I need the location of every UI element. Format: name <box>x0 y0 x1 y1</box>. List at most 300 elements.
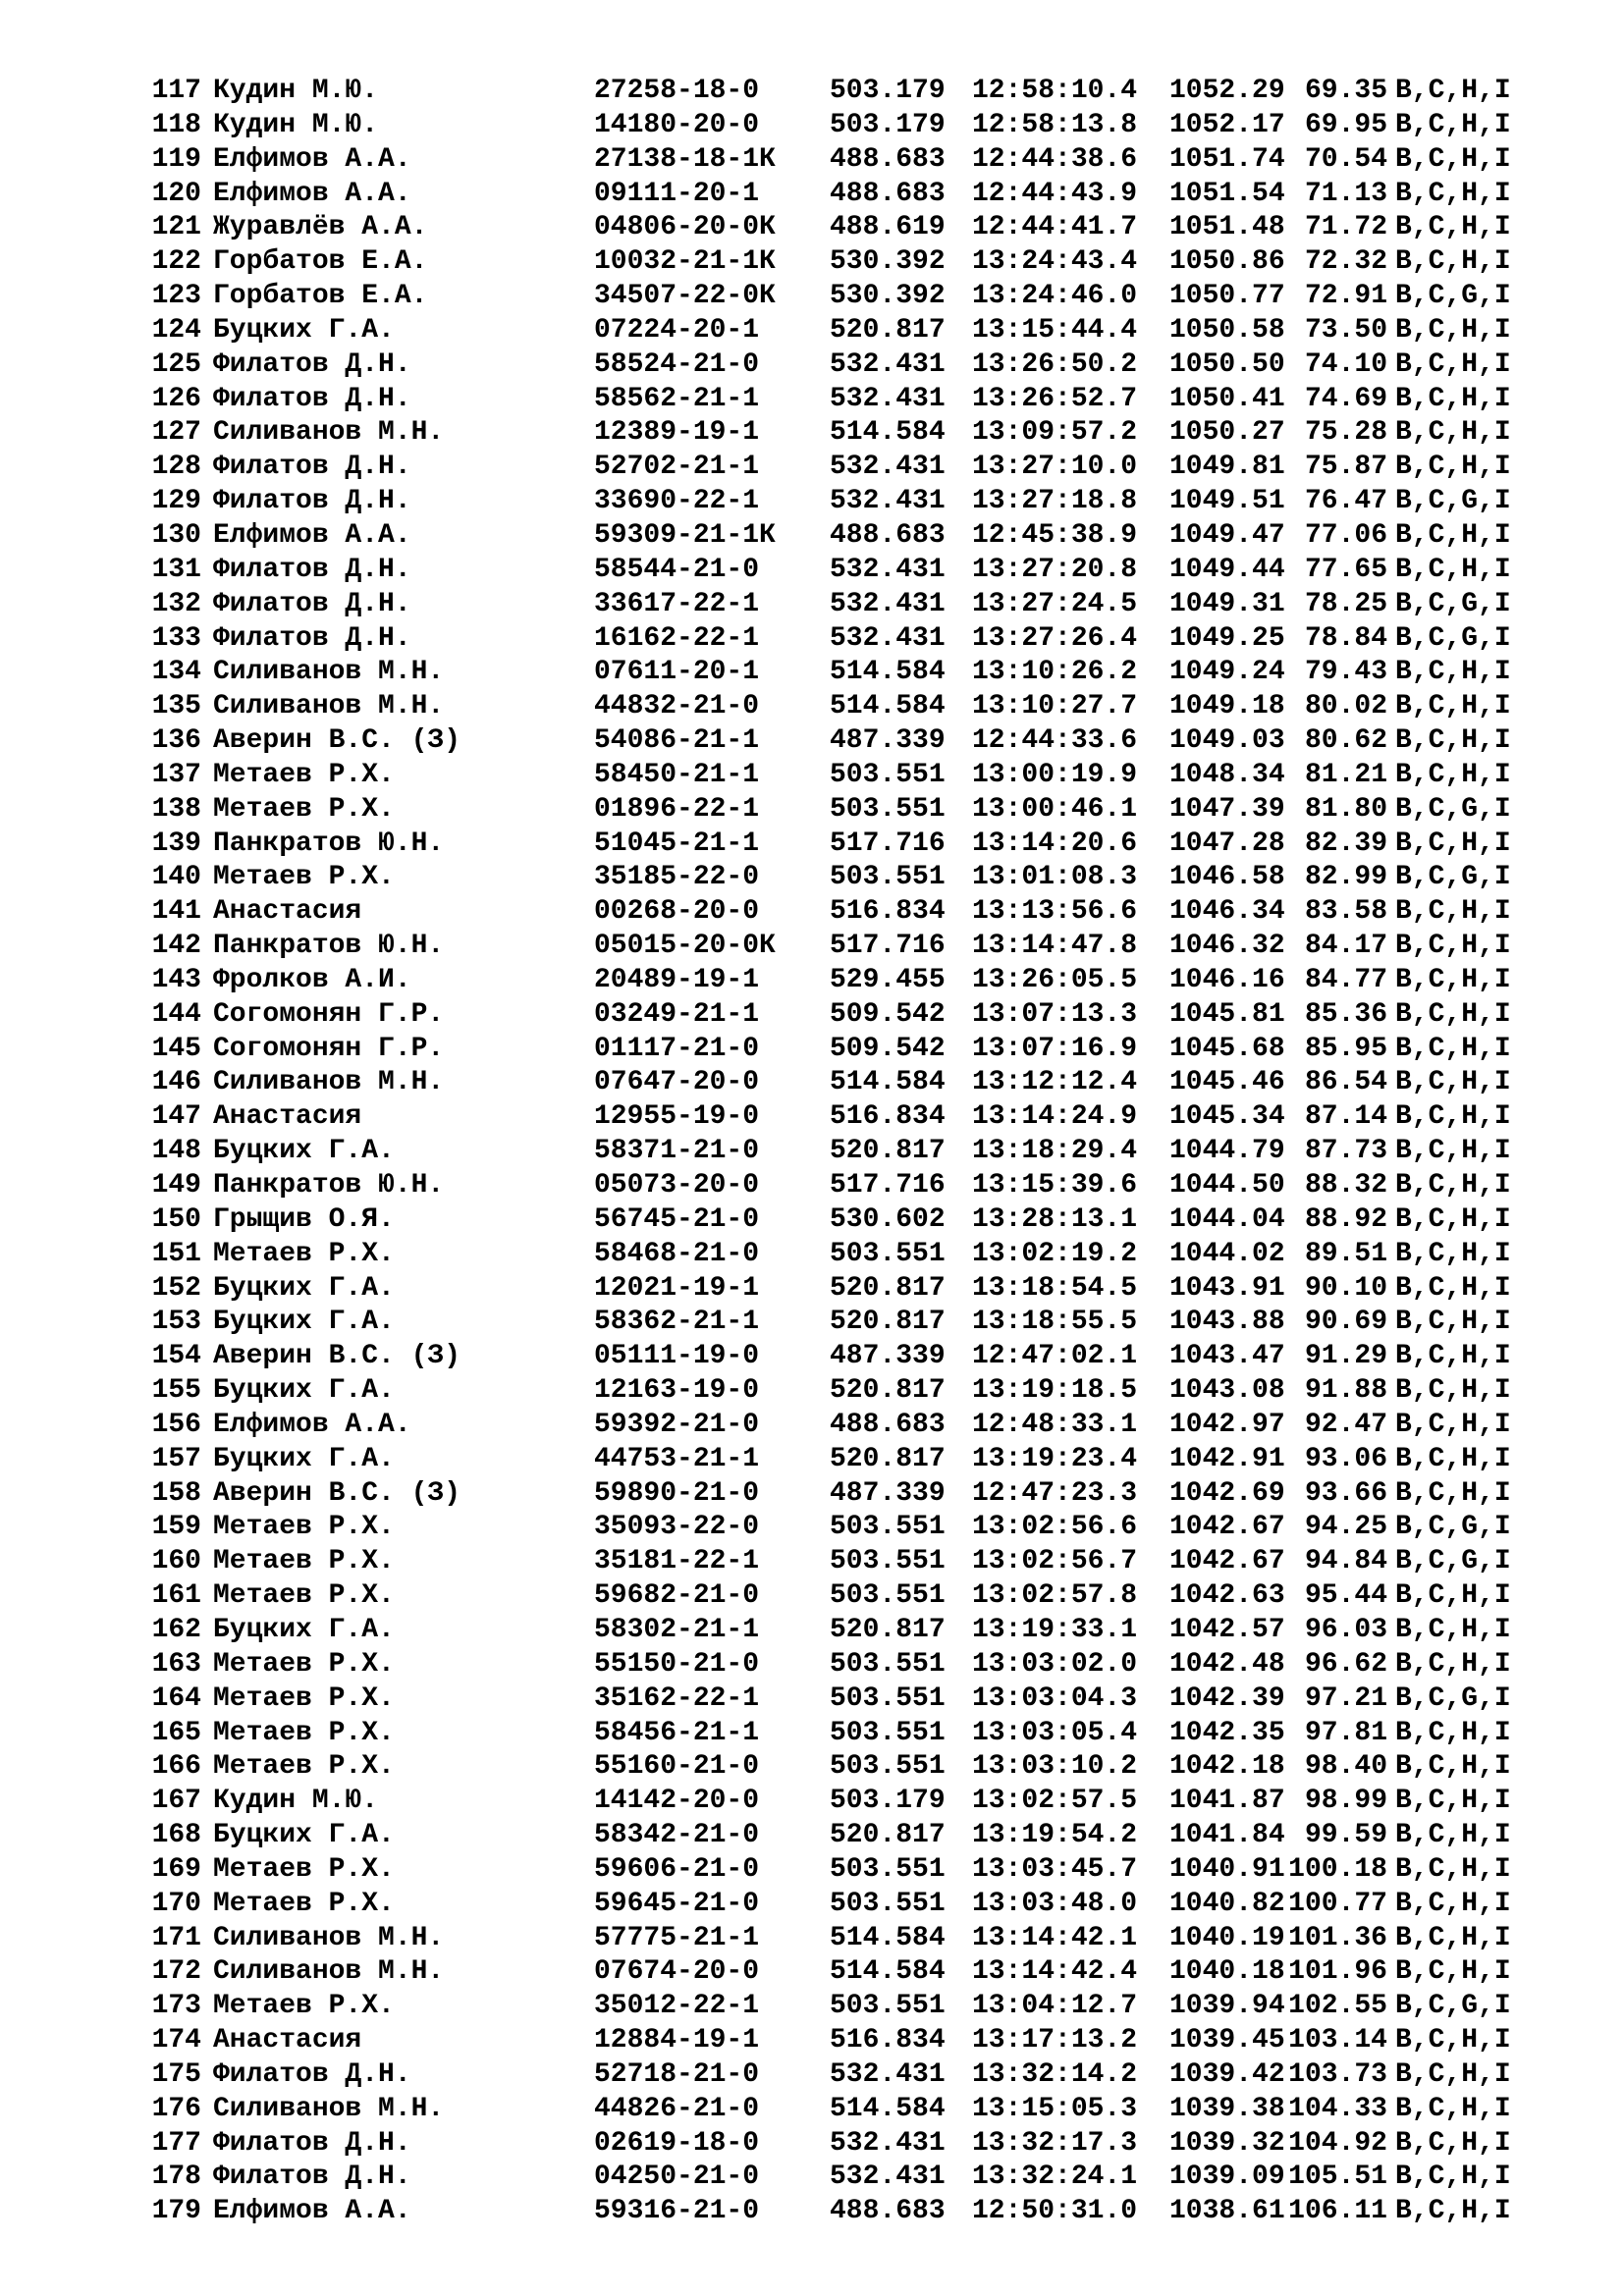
speed-cell: 1040.18 <box>1169 1956 1285 1988</box>
speed-cell: 1049.24 <box>1169 657 1285 688</box>
place-cell: 179 <box>151 2196 201 2227</box>
fancier-name-cell: Анастасия <box>213 1101 362 1133</box>
arrival-time-cell: 12:44:38.6 <box>972 143 1138 175</box>
ring-number-cell: 01117-21-0 <box>594 1033 760 1064</box>
distance-cell: 517.716 <box>830 931 946 962</box>
table-row <box>142 1340 1576 1374</box>
points-cell: 85.36 <box>1304 998 1387 1030</box>
ring-number-cell: 07611-20-1 <box>594 657 760 688</box>
flags-cell: B,C,H,I <box>1395 212 1511 243</box>
arrival-time-cell: 13:00:46.1 <box>972 793 1138 825</box>
points-cell: 71.72 <box>1304 212 1387 243</box>
points-cell: 105.51 <box>1288 2162 1387 2193</box>
arrival-time-cell: 12:44:43.9 <box>972 178 1138 209</box>
speed-cell: 1039.42 <box>1169 2058 1285 2090</box>
distance-cell: 520.817 <box>830 1136 946 1167</box>
fancier-name-cell: Метаев Р.Х. <box>213 1888 395 1919</box>
place-cell: 144 <box>151 998 201 1030</box>
distance-cell: 520.817 <box>830 1272 946 1304</box>
fancier-name-cell: Метаев Р.Х. <box>213 1546 395 1577</box>
results-table <box>142 75 1576 2229</box>
table-row <box>142 1785 1576 1819</box>
ring-number-cell: 58302-21-1 <box>594 1614 760 1645</box>
place-cell: 154 <box>151 1341 201 1372</box>
points-cell: 81.80 <box>1304 793 1387 825</box>
distance-cell: 487.339 <box>830 1477 946 1509</box>
ring-number-cell: 03249-21-1 <box>594 998 760 1030</box>
arrival-time-cell: 13:32:17.3 <box>972 2127 1138 2159</box>
flags-cell: B,C,H,I <box>1395 246 1511 278</box>
distance-cell: 503.551 <box>830 1648 946 1680</box>
arrival-time-cell: 13:01:08.3 <box>972 862 1138 893</box>
fancier-name-cell: Буцких Г.А. <box>213 314 395 346</box>
place-cell: 143 <box>151 964 201 995</box>
place-cell: 168 <box>151 1820 201 1851</box>
ring-number-cell: 58450-21-1 <box>594 759 760 790</box>
fancier-name-cell: Анастасия <box>213 2025 362 2056</box>
distance-cell: 520.817 <box>830 314 946 346</box>
fancier-name-cell: Фролков А.И. <box>213 964 411 995</box>
place-cell: 119 <box>151 143 201 175</box>
fancier-name-cell: Силиванов М.Н. <box>213 1067 445 1098</box>
table-row <box>142 1717 1576 1751</box>
table-row <box>142 485 1576 519</box>
ring-number-cell: 27258-18-0 <box>594 76 760 106</box>
distance-cell: 532.431 <box>830 452 946 483</box>
place-cell: 130 <box>151 519 201 551</box>
points-cell: 91.29 <box>1304 1341 1387 1372</box>
distance-cell: 514.584 <box>830 691 946 722</box>
points-cell: 73.50 <box>1304 314 1387 346</box>
place-cell: 129 <box>151 486 201 517</box>
distance-cell: 514.584 <box>830 1067 946 1098</box>
speed-cell: 1041.84 <box>1169 1820 1285 1851</box>
place-cell: 170 <box>151 1888 201 1919</box>
arrival-time-cell: 12:47:02.1 <box>972 1341 1138 1372</box>
flags-cell: B,C,H,I <box>1395 76 1511 106</box>
arrival-time-cell: 13:28:13.1 <box>972 1203 1138 1235</box>
ring-number-cell: 07647-20-0 <box>594 1067 760 1098</box>
speed-cell: 1044.04 <box>1169 1203 1285 1235</box>
table-row <box>142 1682 1576 1717</box>
distance-cell: 503.551 <box>830 793 946 825</box>
ring-number-cell: 01896-22-1 <box>594 793 760 825</box>
ring-number-cell: 52718-21-0 <box>594 2058 760 2090</box>
table-row <box>142 1238 1576 1272</box>
ring-number-cell: 12884-19-1 <box>594 2025 760 2056</box>
table-row <box>142 2161 1576 2195</box>
fancier-name-cell: Метаев Р.Х. <box>213 1648 395 1680</box>
ring-number-cell: 44832-21-0 <box>594 691 760 722</box>
place-cell: 128 <box>151 452 201 483</box>
arrival-time-cell: 13:14:47.8 <box>972 931 1138 962</box>
distance-cell: 516.834 <box>830 1101 946 1133</box>
table-row <box>142 2024 1576 2058</box>
table-row <box>142 724 1576 759</box>
distance-cell: 532.431 <box>830 383 946 414</box>
fancier-name-cell: Аверин В.С. (З) <box>213 1477 461 1509</box>
table-row <box>142 1100 1576 1135</box>
arrival-time-cell: 13:26:52.7 <box>972 383 1138 414</box>
place-cell: 142 <box>151 931 201 962</box>
distance-cell: 503.551 <box>830 1717 946 1748</box>
table-row <box>142 1409 1576 1443</box>
points-cell: 97.21 <box>1304 1682 1387 1714</box>
fancier-name-cell: Панкратов Ю.Н. <box>213 931 445 962</box>
points-cell: 87.73 <box>1304 1136 1387 1167</box>
speed-cell: 1040.82 <box>1169 1888 1285 1919</box>
speed-cell: 1039.94 <box>1169 1991 1285 2022</box>
arrival-time-cell: 13:00:19.9 <box>972 759 1138 790</box>
points-cell: 77.06 <box>1304 519 1387 551</box>
distance-cell: 488.683 <box>830 519 946 551</box>
points-cell: 86.54 <box>1304 1067 1387 1098</box>
points-cell: 84.17 <box>1304 931 1387 962</box>
fancier-name-cell: Филатов Д.Н. <box>213 486 411 517</box>
distance-cell: 503.551 <box>830 1512 946 1543</box>
place-cell: 126 <box>151 383 201 414</box>
distance-cell: 503.551 <box>830 1751 946 1783</box>
speed-cell: 1052.29 <box>1169 76 1285 106</box>
arrival-time-cell: 13:03:04.3 <box>972 1682 1138 1714</box>
flags-cell: B,C,H,I <box>1395 1853 1511 1885</box>
speed-cell: 1046.34 <box>1169 896 1285 928</box>
points-cell: 79.43 <box>1304 657 1387 688</box>
place-cell: 178 <box>151 2162 201 2193</box>
flags-cell: B,C,G,I <box>1395 588 1511 619</box>
ring-number-cell: 52702-21-1 <box>594 452 760 483</box>
arrival-time-cell: 13:26:50.2 <box>972 348 1138 380</box>
speed-cell: 1049.03 <box>1169 725 1285 757</box>
arrival-time-cell: 13:24:43.4 <box>972 246 1138 278</box>
distance-cell: 488.683 <box>830 1409 946 1440</box>
speed-cell: 1046.58 <box>1169 862 1285 893</box>
place-cell: 122 <box>151 246 201 278</box>
place-cell: 176 <box>151 2093 201 2124</box>
ring-number-cell: 58544-21-0 <box>594 554 760 585</box>
points-cell: 106.11 <box>1288 2196 1387 2227</box>
speed-cell: 1051.48 <box>1169 212 1285 243</box>
fancier-name-cell: Панкратов Ю.Н. <box>213 828 445 859</box>
points-cell: 80.02 <box>1304 691 1387 722</box>
table-row <box>142 656 1576 690</box>
fancier-name-cell: Метаев Р.Х. <box>213 1512 395 1543</box>
flags-cell: B,C,H,I <box>1395 1751 1511 1783</box>
speed-cell: 1038.61 <box>1169 2196 1285 2227</box>
flags-cell: B,C,H,I <box>1395 1717 1511 1748</box>
speed-cell: 1039.45 <box>1169 2025 1285 2056</box>
speed-cell: 1051.54 <box>1169 178 1285 209</box>
place-cell: 149 <box>151 1170 201 1201</box>
arrival-time-cell: 13:32:24.1 <box>972 2162 1138 2193</box>
ring-number-cell: 59890-21-0 <box>594 1477 760 1509</box>
points-cell: 75.28 <box>1304 417 1387 449</box>
fancier-name-cell: Силиванов М.Н. <box>213 1922 445 1953</box>
arrival-time-cell: 12:50:31.0 <box>972 2196 1138 2227</box>
arrival-time-cell: 13:02:57.8 <box>972 1580 1138 1612</box>
table-row <box>142 1306 1576 1340</box>
fancier-name-cell: Буцких Г.А. <box>213 1307 395 1338</box>
flags-cell: B,C,H,I <box>1395 452 1511 483</box>
distance-cell: 514.584 <box>830 657 946 688</box>
arrival-time-cell: 13:27:18.8 <box>972 486 1138 517</box>
arrival-time-cell: 13:15:05.3 <box>972 2093 1138 2124</box>
points-cell: 96.03 <box>1304 1614 1387 1645</box>
points-cell: 87.14 <box>1304 1101 1387 1133</box>
distance-cell: 488.683 <box>830 2196 946 2227</box>
ring-number-cell: 58524-21-0 <box>594 348 760 380</box>
fancier-name-cell: Филатов Д.Н. <box>213 2127 411 2159</box>
speed-cell: 1044.50 <box>1169 1170 1285 1201</box>
ring-number-cell: 12389-19-1 <box>594 417 760 449</box>
table-row <box>142 451 1576 485</box>
distance-cell: 532.431 <box>830 486 946 517</box>
distance-cell: 532.431 <box>830 2127 946 2159</box>
ring-number-cell: 59316-21-0 <box>594 2196 760 2227</box>
speed-cell: 1042.97 <box>1169 1409 1285 1440</box>
fancier-name-cell: Елфимов А.А. <box>213 2196 411 2227</box>
ring-number-cell: 58562-21-1 <box>594 383 760 414</box>
table-row <box>142 1477 1576 1512</box>
flags-cell: B,C,H,I <box>1395 1101 1511 1133</box>
ring-number-cell: 00268-20-0 <box>594 896 760 928</box>
speed-cell: 1039.32 <box>1169 2127 1285 2159</box>
flags-cell: B,C,H,I <box>1395 1786 1511 1817</box>
fancier-name-cell: Буцких Г.А. <box>213 1272 395 1304</box>
speed-cell: 1047.39 <box>1169 793 1285 825</box>
fancier-name-cell: Буцких Г.А. <box>213 1614 395 1645</box>
table-row <box>142 2093 1576 2127</box>
arrival-time-cell: 13:27:10.0 <box>972 452 1138 483</box>
speed-cell: 1049.51 <box>1169 486 1285 517</box>
points-cell: 83.58 <box>1304 896 1387 928</box>
ring-number-cell: 44826-21-0 <box>594 2093 760 2124</box>
place-cell: 120 <box>151 178 201 209</box>
flags-cell: B,C,H,I <box>1395 2127 1511 2159</box>
place-cell: 156 <box>151 1409 201 1440</box>
points-cell: 85.95 <box>1304 1033 1387 1064</box>
flags-cell: B,C,H,I <box>1395 725 1511 757</box>
flags-cell: B,C,H,I <box>1395 2162 1511 2193</box>
flags-cell: B,C,H,I <box>1395 759 1511 790</box>
points-cell: 100.77 <box>1288 1888 1387 1919</box>
table-row <box>142 1955 1576 1990</box>
flags-cell: B,C,H,I <box>1395 2058 1511 2090</box>
arrival-time-cell: 13:14:42.4 <box>972 1956 1138 1988</box>
table-row <box>142 828 1576 862</box>
place-cell: 174 <box>151 2025 201 2056</box>
arrival-time-cell: 13:03:48.0 <box>972 1888 1138 1919</box>
points-cell: 101.36 <box>1288 1922 1387 1953</box>
flags-cell: B,C,H,I <box>1395 554 1511 585</box>
arrival-time-cell: 13:10:27.7 <box>972 691 1138 722</box>
flags-cell: B,C,H,I <box>1395 1307 1511 1338</box>
distance-cell: 488.683 <box>830 143 946 175</box>
flags-cell: B,C,H,I <box>1395 2196 1511 2227</box>
place-cell: 153 <box>151 1307 201 1338</box>
fancier-name-cell: Метаев Р.Х. <box>213 1580 395 1612</box>
distance-cell: 520.817 <box>830 1820 946 1851</box>
ring-number-cell: 58456-21-1 <box>594 1717 760 1748</box>
table-row <box>142 861 1576 895</box>
ring-number-cell: 59309-21-1К <box>594 519 776 551</box>
speed-cell: 1042.48 <box>1169 1648 1285 1680</box>
distance-cell: 520.817 <box>830 1443 946 1474</box>
place-cell: 133 <box>151 622 201 654</box>
ring-number-cell: 04806-20-0К <box>594 212 776 243</box>
distance-cell: 503.179 <box>830 76 946 106</box>
speed-cell: 1050.58 <box>1169 314 1285 346</box>
flags-cell: B,C,H,I <box>1395 1136 1511 1167</box>
arrival-time-cell: 12:48:33.1 <box>972 1409 1138 1440</box>
arrival-time-cell: 13:14:24.9 <box>972 1101 1138 1133</box>
table-row <box>142 1374 1576 1409</box>
distance-cell: 514.584 <box>830 2093 946 2124</box>
place-cell: 171 <box>151 1922 201 1953</box>
fancier-name-cell: Силиванов М.Н. <box>213 691 445 722</box>
points-cell: 69.35 <box>1304 76 1387 106</box>
flags-cell: B,C,G,I <box>1395 1512 1511 1543</box>
flags-cell: B,C,H,I <box>1395 1648 1511 1680</box>
flags-cell: B,C,H,I <box>1395 1580 1511 1612</box>
place-cell: 132 <box>151 588 201 619</box>
place-cell: 151 <box>151 1238 201 1269</box>
fancier-name-cell: Филатов Д.Н. <box>213 554 411 585</box>
fancier-name-cell: Метаев Р.Х. <box>213 1853 395 1885</box>
ring-number-cell: 10032-21-1К <box>594 246 776 278</box>
flags-cell: B,C,H,I <box>1395 348 1511 380</box>
points-cell: 74.69 <box>1304 383 1387 414</box>
fancier-name-cell: Елфимов А.А. <box>213 519 411 551</box>
speed-cell: 1043.88 <box>1169 1307 1285 1338</box>
place-cell: 177 <box>151 2127 201 2159</box>
fancier-name-cell: Филатов Д.Н. <box>213 383 411 414</box>
fancier-name-cell: Буцких Г.А. <box>213 1820 395 1851</box>
table-row <box>142 1888 1576 1922</box>
speed-cell: 1048.34 <box>1169 759 1285 790</box>
distance-cell: 517.716 <box>830 1170 946 1201</box>
distance-cell: 517.716 <box>830 828 946 859</box>
distance-cell: 503.551 <box>830 1238 946 1269</box>
speed-cell: 1049.44 <box>1169 554 1285 585</box>
table-row <box>142 211 1576 245</box>
speed-cell: 1050.50 <box>1169 348 1285 380</box>
speed-cell: 1040.91 <box>1169 1853 1285 1885</box>
points-cell: 78.25 <box>1304 588 1387 619</box>
distance-cell: 516.834 <box>830 896 946 928</box>
speed-cell: 1050.77 <box>1169 281 1285 312</box>
fancier-name-cell: Буцких Г.А. <box>213 1375 395 1407</box>
speed-cell: 1042.35 <box>1169 1717 1285 1748</box>
table-row <box>142 1990 1576 2024</box>
fancier-name-cell: Буцких Г.А. <box>213 1136 395 1167</box>
speed-cell: 1043.91 <box>1169 1272 1285 1304</box>
arrival-time-cell: 12:58:13.8 <box>972 109 1138 140</box>
arrival-time-cell: 13:12:12.4 <box>972 1067 1138 1098</box>
fancier-name-cell: Метаев Р.Х. <box>213 862 395 893</box>
table-row <box>142 2127 1576 2162</box>
ring-number-cell: 14142-20-0 <box>594 1786 760 1817</box>
speed-cell: 1042.91 <box>1169 1443 1285 1474</box>
speed-cell: 1039.09 <box>1169 2162 1285 2193</box>
arrival-time-cell: 13:17:13.2 <box>972 2025 1138 2056</box>
distance-cell: 503.551 <box>830 1682 946 1714</box>
place-cell: 164 <box>151 1682 201 1714</box>
speed-cell: 1045.68 <box>1169 1033 1285 1064</box>
arrival-time-cell: 13:07:16.9 <box>972 1033 1138 1064</box>
flags-cell: B,C,H,I <box>1395 1033 1511 1064</box>
distance-cell: 532.431 <box>830 554 946 585</box>
place-cell: 161 <box>151 1580 201 1612</box>
points-cell: 92.47 <box>1304 1409 1387 1440</box>
speed-cell: 1050.41 <box>1169 383 1285 414</box>
table-row <box>142 554 1576 588</box>
fancier-name-cell: Филатов Д.Н. <box>213 348 411 380</box>
arrival-time-cell: 13:14:20.6 <box>972 828 1138 859</box>
distance-cell: 503.551 <box>830 1888 946 1919</box>
ring-number-cell: 58371-21-0 <box>594 1136 760 1167</box>
flags-cell: B,C,G,I <box>1395 622 1511 654</box>
table-row <box>142 2195 1576 2229</box>
points-cell: 90.10 <box>1304 1272 1387 1304</box>
fancier-name-cell: Кудин М.Ю. <box>213 109 379 140</box>
table-row <box>142 1819 1576 1853</box>
points-cell: 104.33 <box>1288 2093 1387 2124</box>
fancier-name-cell: Елфимов А.А. <box>213 1409 411 1440</box>
fancier-name-cell: Елфимов А.А. <box>213 143 411 175</box>
place-cell: 167 <box>151 1786 201 1817</box>
place-cell: 139 <box>151 828 201 859</box>
table-row <box>142 109 1576 143</box>
distance-cell: 503.179 <box>830 109 946 140</box>
fancier-name-cell: Филатов Д.Н. <box>213 2058 411 2090</box>
place-cell: 163 <box>151 1648 201 1680</box>
speed-cell: 1041.87 <box>1169 1786 1285 1817</box>
fancier-name-cell: Согомонян Г.Р. <box>213 998 445 1030</box>
points-cell: 94.84 <box>1304 1546 1387 1577</box>
ring-number-cell: 35093-22-0 <box>594 1512 760 1543</box>
table-row <box>142 280 1576 314</box>
arrival-time-cell: 13:18:29.4 <box>972 1136 1138 1167</box>
speed-cell: 1050.27 <box>1169 417 1285 449</box>
fancier-name-cell: Силиванов М.Н. <box>213 417 445 449</box>
distance-cell: 532.431 <box>830 2058 946 2090</box>
flags-cell: B,C,H,I <box>1395 896 1511 928</box>
place-cell: 166 <box>151 1751 201 1783</box>
distance-cell: 503.551 <box>830 759 946 790</box>
fancier-name-cell: Филатов Д.Н. <box>213 2162 411 2193</box>
arrival-time-cell: 13:26:05.5 <box>972 964 1138 995</box>
ring-number-cell: 59606-21-0 <box>594 1853 760 1885</box>
flags-cell: B,C,H,I <box>1395 1443 1511 1474</box>
points-cell: 82.99 <box>1304 862 1387 893</box>
points-cell: 103.14 <box>1288 2025 1387 2056</box>
place-cell: 158 <box>151 1477 201 1509</box>
table-row <box>142 1579 1576 1614</box>
table-row <box>142 143 1576 178</box>
flags-cell: B,C,H,I <box>1395 998 1511 1030</box>
table-row <box>142 793 1576 828</box>
distance-cell: 516.834 <box>830 2025 946 2056</box>
points-cell: 93.66 <box>1304 1477 1387 1509</box>
arrival-time-cell: 12:44:41.7 <box>972 212 1138 243</box>
table-row <box>142 1750 1576 1785</box>
fancier-name-cell: Филатов Д.Н. <box>213 452 411 483</box>
arrival-time-cell: 13:19:33.1 <box>972 1614 1138 1645</box>
table-row <box>142 1443 1576 1477</box>
fancier-name-cell: Аверин В.С. (З) <box>213 725 461 757</box>
points-cell: 98.40 <box>1304 1751 1387 1783</box>
